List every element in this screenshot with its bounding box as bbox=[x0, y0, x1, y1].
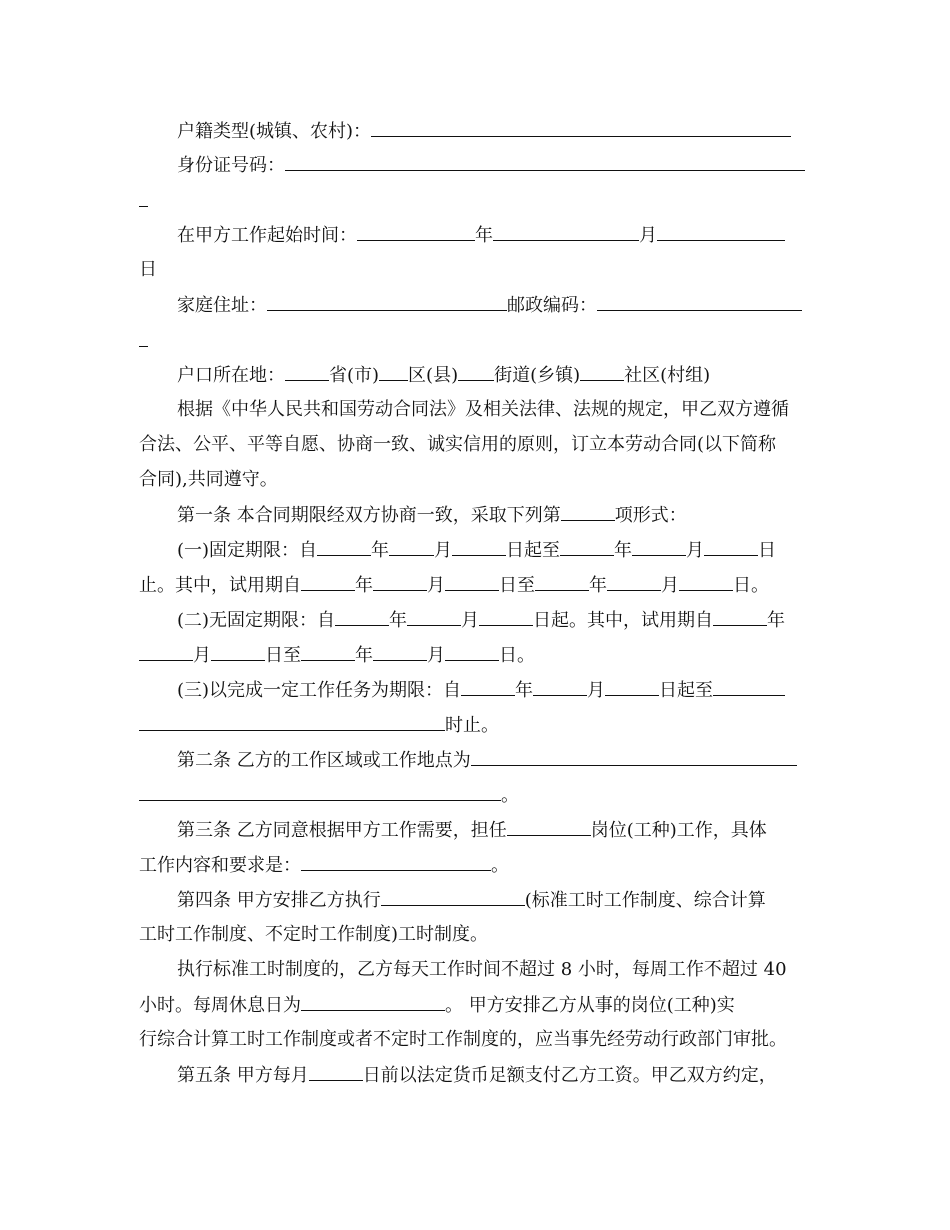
preamble-line-1: 根据《中华人民共和国劳动合同法》及相关法律、法规的规定，甲乙双方遵循 bbox=[177, 399, 789, 420]
rest-day-blank bbox=[301, 993, 445, 1011]
task-term-line: (三)以完成一定工作任务为期限：自 年 月 日起至 bbox=[177, 678, 785, 703]
id-number-overflow bbox=[139, 189, 148, 214]
start-day-blank bbox=[657, 223, 785, 241]
home-address-line: 家庭住址： 邮政编码： bbox=[177, 293, 802, 318]
article-5-line: 第五条 甲方每月 日前以法定货币足额支付乙方工资。甲乙双方约定， bbox=[177, 1065, 777, 1086]
preamble-line-3: 合同),共同遵守。 bbox=[139, 469, 278, 490]
postal-code-blank bbox=[597, 293, 802, 311]
start-time-line: 在甲方工作起始时间： 年 月 bbox=[177, 223, 785, 248]
open-term-line: (二)无固定期限：自 年 月 日起。其中，试用期自 年 bbox=[177, 610, 786, 631]
article-4-line: 第四条 甲方安排乙方执行 (标准工时工作制度、综合计算 bbox=[177, 890, 766, 911]
registry-type-blank bbox=[371, 119, 791, 137]
working-hours-system-blank bbox=[381, 888, 525, 906]
article-3-line: 第三条 乙方同意根据甲方工作需要，担任 岗位(工种)工作，具体 bbox=[177, 820, 767, 841]
fixed-term-probation-line: 止。其中，试用期自 年 月 日至 年 月 日。 bbox=[139, 575, 769, 596]
start-month-blank bbox=[493, 223, 639, 241]
job-requirements-blank bbox=[301, 853, 491, 871]
work-location-blank bbox=[471, 748, 797, 766]
id-number-line: 身份证号码： bbox=[177, 153, 805, 178]
article-4-continuation: 工时工作制度、不定时工作制度)工时制度。 bbox=[139, 924, 489, 945]
id-number-blank bbox=[285, 153, 805, 171]
position-blank bbox=[507, 818, 591, 836]
article-2-line: 第二条 乙方的工作区域或工作地点为 bbox=[177, 748, 797, 773]
article-1-line: 第一条 本合同期限经双方协商一致，采取下列第 项形式： bbox=[177, 505, 687, 526]
approval-line: 行综合计算工时工作制度或者不定时工作制度的，应当事先经劳动行政部门审批。 bbox=[139, 1029, 787, 1050]
article-2-continuation: 。 bbox=[139, 783, 519, 808]
task-term-end-line: 时止。 bbox=[139, 713, 499, 738]
household-registration-line: 户口所在地： 省(市) 区(县) 街道(乡镇) 社区(村组) bbox=[177, 365, 711, 386]
home-address-overflow bbox=[139, 329, 148, 354]
rest-day-line: 小时。每周休息日为 。 甲方安排乙方从事的岗位(工种)实 bbox=[139, 995, 735, 1016]
standard-hours-line: 执行标准工时制度的，乙方每天工作时间不超过 8 小时，每周工作不超过 40 bbox=[177, 959, 787, 980]
open-term-probation-line: 月 日至 年 月 日。 bbox=[139, 643, 535, 668]
registry-type-line: 户籍类型(城镇、农村)： bbox=[177, 119, 791, 144]
preamble-line-2: 合法、公平、平等自愿、协商一致、诚实信用的原则，订立本劳动合同(以下简称 bbox=[139, 434, 777, 455]
fixed-term-line: (一)固定期限：自 年 月 日起至 年 月 日 bbox=[177, 540, 777, 561]
home-address-blank bbox=[267, 293, 507, 311]
pay-day-blank bbox=[309, 1063, 363, 1081]
start-year-blank bbox=[357, 223, 475, 241]
start-time-day: 日 bbox=[139, 259, 157, 280]
article-3-continuation: 工作内容和要求是： 。 bbox=[139, 855, 509, 876]
